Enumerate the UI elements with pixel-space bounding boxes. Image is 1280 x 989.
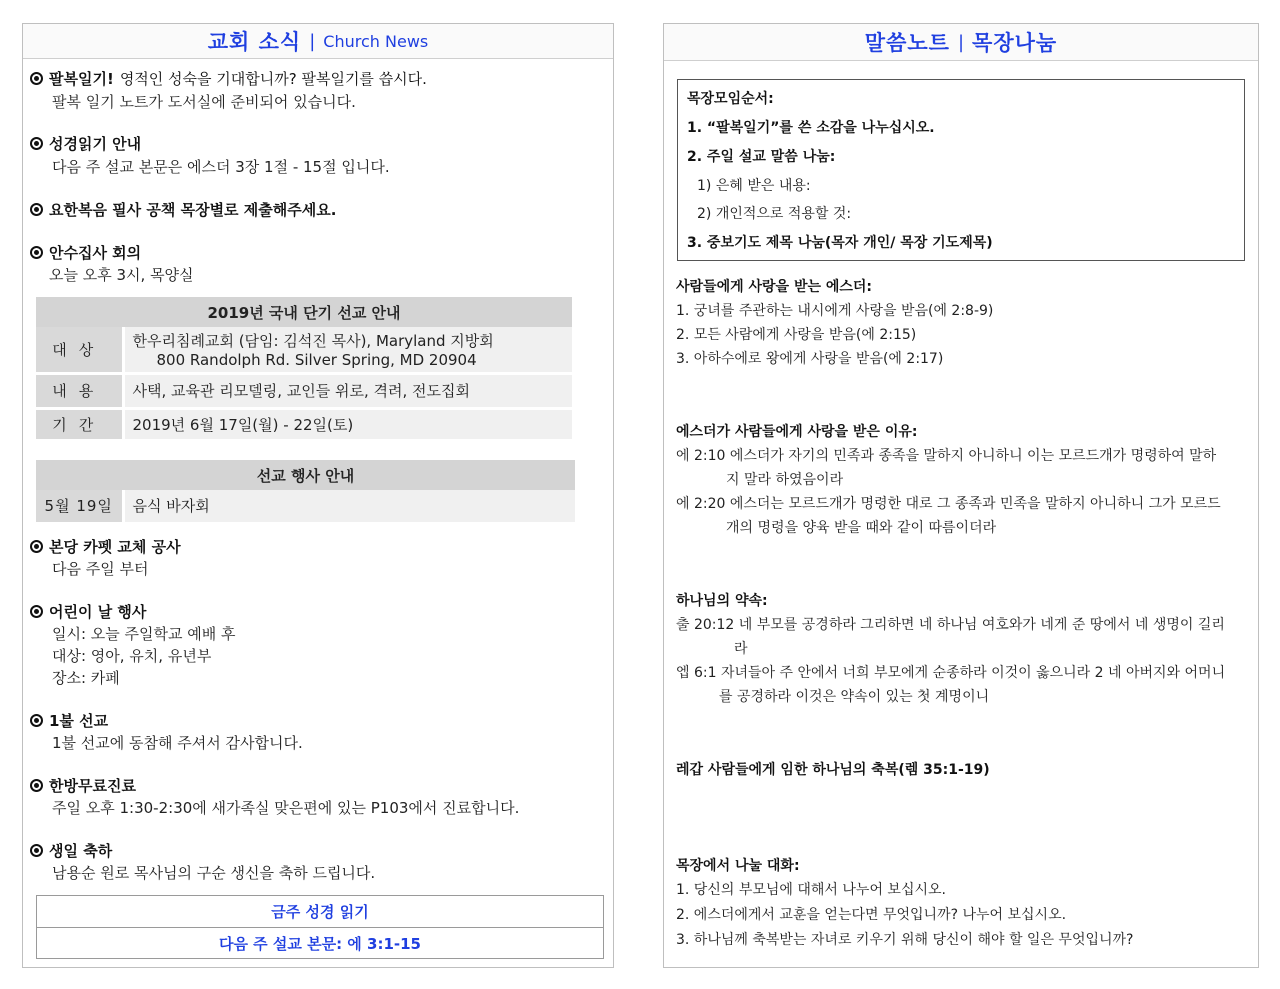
section-heading: 레갑 사람들에게 임한 하나님의 축복(렘 35:1-19) — [676, 762, 990, 778]
next-sermon-text: 다음 주 설교 본문: 에 3:1-15 — [37, 927, 603, 958]
news-item-text: 팔복 일기 노트가 도서실에 준비되어 있습니다. — [52, 93, 356, 111]
verse-line: 라 — [734, 641, 748, 657]
church-news-subtitle: Church News — [323, 31, 429, 51]
bullet-icon — [30, 72, 43, 85]
news-item-title: 성경읽기 안내 — [30, 133, 141, 154]
mission-label-period: 기간 — [36, 408, 123, 440]
news-item-title: 요한복음 필사 공책 목장별로 제출해주세요. — [30, 199, 336, 220]
section-line: 1. 당신의 부모님에 대해서 나누어 보십시오. — [676, 882, 946, 898]
news-item-text: 오늘 오후 3시, 목양실 — [49, 266, 194, 284]
word-note-panel — [663, 23, 1259, 968]
bullet-icon — [30, 137, 43, 150]
section-heading: 하나님의 약속: — [676, 593, 768, 609]
news-item-text: 장소: 카페 — [52, 669, 120, 687]
verse-line: 를 공경하라 이것은 약속이 있는 첫 계명이니 — [719, 689, 990, 705]
section-heading: 사람들에게 사랑을 받는 에스더: — [676, 279, 873, 295]
verse-line: 에 2:10 에스더가 자기의 민족과 종족을 말하지 아니하니 이는 모르드개가 명령하여 말하 — [676, 448, 1217, 464]
mission-value-content: 사택, 교육관 리모델링, 교인들 위로, 격려, 전도집회 — [123, 373, 572, 408]
news-item-text: 1불 선교에 동참해 주셔서 감사합니다. — [52, 734, 303, 752]
news-item-title: 본당 카펫 교체 공사 — [30, 536, 181, 557]
meeting-order-subitem: 2) 개인적으로 적용할 것: — [697, 206, 852, 222]
bullet-icon — [30, 605, 43, 618]
church-news-title: 교회 소식 — [207, 30, 302, 54]
meeting-order-item: 3. 중보기도 제목 나눔(목자 개인/ 목장 기도제목) — [687, 235, 993, 251]
bullet-icon — [30, 779, 43, 792]
mission-label-content: 내용 — [36, 373, 123, 408]
news-item-title: 생일 축하 — [30, 840, 112, 861]
word-note-header — [664, 24, 1258, 61]
news-item-text: 주일 오후 1:30-2:30에 새가족실 맞은편에 있는 P103에서 진료합니다. — [52, 799, 520, 817]
bible-reading-box — [36, 895, 604, 959]
mission-table — [36, 297, 572, 442]
verse-line: 지 말라 하였음이라 — [726, 472, 844, 488]
title-separator: | — [957, 31, 965, 53]
meeting-order-item: 1. “팔복일기”를 쓴 소감을 나누십시오. — [687, 120, 935, 136]
church-news-panel — [22, 23, 614, 968]
section-line: 3. 하나님께 축복받는 자녀로 키우기 위해 당신이 해야 할 일은 무엇입니까? — [676, 932, 1134, 948]
news-item-title: 팔복일기! 영적인 성숙을 기대합니까? 팔복일기를 씁시다. — [30, 68, 427, 89]
event-date: 5월 19일 — [36, 490, 123, 523]
news-item-title: 1불 선교 — [30, 710, 108, 731]
news-item-text: 일시: 오늘 주일학교 예배 후 — [52, 625, 236, 643]
section-heading: 목장에서 나눌 대화: — [676, 858, 800, 874]
verse-line: 엡 6:1 자녀들아 주 안에서 너희 부모에게 순종하라 이것이 옳으니라 2 네 아버지와 어머니 — [676, 665, 1226, 681]
section-line: 1. 궁녀를 주관하는 내시에게 사랑을 받음(에 2:8-9) — [676, 303, 994, 319]
mission-value-period: 2019년 6월 17일(월) - 22일(토) — [123, 408, 572, 440]
news-item-title: 어린이 날 행사 — [30, 601, 146, 622]
weekly-reading-label: 금주 성경 읽기 — [271, 903, 369, 921]
bullet-icon — [30, 714, 43, 727]
news-item-text: 대상: 영아, 유치, 유년부 — [52, 647, 212, 665]
verse-line: 개의 명령을 양육 받을 때와 같이 따름이더라 — [726, 520, 997, 536]
word-note-title: 말씀노트 — [864, 31, 950, 55]
bullet-icon — [30, 246, 43, 259]
verse-line: 에 2:20 에스더는 모르드개가 명령한 대로 그 종족과 민족을 말하지 아니하니 그가 모르드 — [676, 496, 1221, 512]
word-note-subtitle: 목장나눔 — [972, 31, 1058, 55]
verse-line: 출 20:12 네 부모를 공경하라 그리하면 네 하나님 여호와가 네게 준 땅에서 네 생명이 길리 — [676, 617, 1225, 633]
news-item-text: 다음 주 설교 본문은 에스더 3장 1절 - 15절 입니다. — [52, 158, 390, 176]
meeting-order-box — [677, 79, 1245, 261]
section-line: 2. 모든 사람에게 사랑을 받음(에 2:15) — [676, 327, 917, 343]
mission-value-target: 한우리침례교회 (담임: 김석진 목사), Maryland 지방회 800 Randolph Rd. Silver Spring, MD 20904 — [123, 327, 572, 373]
bullet-icon — [30, 540, 43, 553]
bullet-icon — [30, 844, 43, 857]
news-item-text: 남용순 원로 목사님의 구순 생신을 축하 드립니다. — [52, 864, 376, 882]
meeting-order-item: 2. 주일 설교 말씀 나눔: — [687, 149, 836, 165]
church-news-header — [23, 24, 613, 59]
section-heading: 에스더가 사람들에게 사랑을 받은 이유: — [676, 424, 918, 440]
event-name: 음식 바자회 — [123, 490, 575, 523]
event-table — [36, 460, 575, 525]
meeting-order-heading: 목장모임순서: — [687, 91, 774, 107]
event-table-heading: 선교 행사 안내 — [36, 460, 575, 490]
bullet-icon — [30, 203, 43, 216]
news-item-text: 다음 주일 부터 — [52, 560, 149, 578]
title-separator: | — [309, 30, 316, 52]
meeting-order-subitem: 1) 은혜 받은 내용: — [697, 178, 811, 194]
section-line: 2. 에스더에게서 교훈을 얻는다면 무엇입니까? 나누어 보십시오. — [676, 907, 1067, 923]
news-item-title: 안수집사 회의 — [30, 242, 141, 263]
section-line: 3. 아하수에로 왕에게 사랑을 받음(에 2:17) — [676, 351, 944, 367]
mission-label-target: 대상 — [36, 327, 123, 373]
news-item-title: 한방무료진료 — [30, 775, 136, 796]
mission-table-heading: 2019년 국내 단기 선교 안내 — [36, 297, 572, 327]
